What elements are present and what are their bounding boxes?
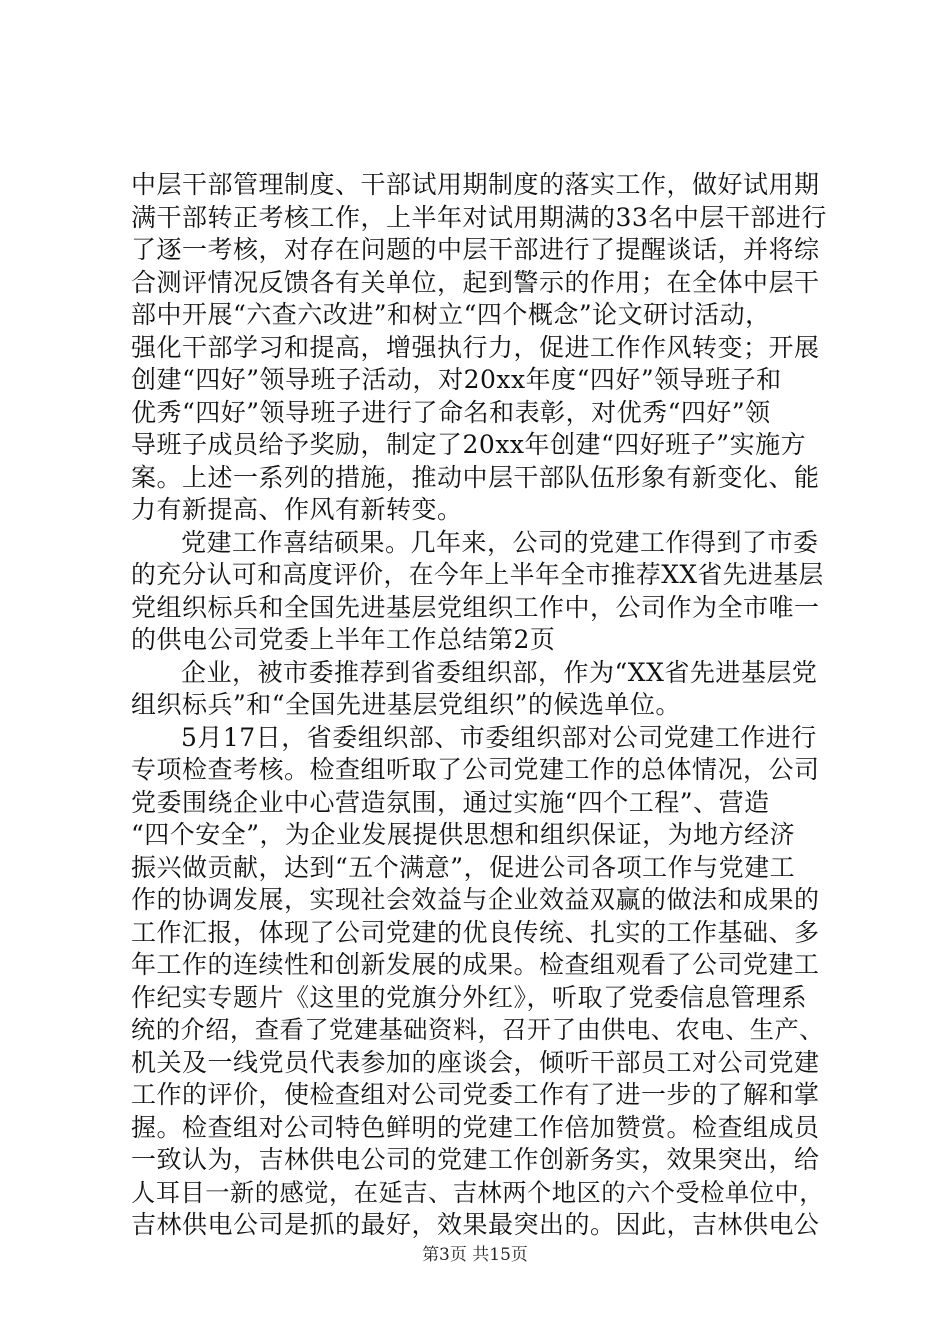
text-line: 部中开展“六查六改进”和树立“四个概念”论文研讨活动， bbox=[131, 300, 771, 329]
text-line: 吉林供电公司是抓的最好，效果最突出的。因此，吉林供电公 bbox=[131, 1210, 820, 1239]
text-line: 振兴做贡献，达到“五个满意”，促进公司各项工作与党建工 bbox=[131, 852, 796, 882]
text-line: 了逐一考核，对存在问题的中层干部进行了提醒谈话，并将综 bbox=[131, 235, 820, 264]
text-line: 作纪实专题片《这里的党旗分外红》，听取了党委信息管理系 bbox=[131, 982, 808, 1012]
text-line: 力有新提高、作风有新转变。 bbox=[131, 495, 463, 524]
text-line: 的充分认可和高度评价，在今年上半年全市推荐XX省先进基层 bbox=[131, 560, 824, 589]
text-line: 强化干部学习和提高，增强执行力，促进工作作风转变；开展 bbox=[131, 332, 820, 362]
text-line: 年工作的连续性和创新发展的成果。检查组观看了公司党建工 bbox=[131, 950, 820, 979]
text-line: 创建“四好”领导班子活动，对20xx年度“四好”领导班子和 bbox=[131, 365, 782, 394]
text-line: 一致认为，吉林供电公司的党建工作创新务实，效果突出，给 bbox=[131, 1145, 820, 1174]
text-line: 机关及一线党员代表参加的座谈会，倾听干部员工对公司党建 bbox=[131, 1047, 820, 1077]
text-line: 案。上述一系列的措施，推动中层干部队伍形象有新变化、能 bbox=[131, 462, 820, 492]
text-line: 工作汇报，体现了公司党建的优良传统、扎实的工作基础、多 bbox=[131, 917, 820, 947]
text-line: 导班子成员给予奖励，制定了20xx年创建“四好班子”实施方 bbox=[131, 430, 807, 459]
text-line: 5月17日，省委组织部、市委组织部对公司党建工作进行 bbox=[181, 722, 817, 752]
text-line: 企业，被市委推荐到省委组织部，作为“XX省先进基层党 bbox=[181, 657, 818, 687]
page-footer: 第3页 共15页 bbox=[422, 1245, 528, 1265]
text-line: 党建工作喜结硕果。几年来，公司的党建工作得到了市委 bbox=[181, 527, 819, 557]
body-text bbox=[131, 169, 827, 1242]
text-line: 党委围绕企业中心营造氛围，通过实施“四个工程”、营造 bbox=[131, 787, 770, 817]
text-line: “四个安全”，为企业发展提供思想和组织保证，为地方经济 bbox=[131, 820, 796, 849]
text-line: 优秀“四好”领导班子进行了命名和表彰，对优秀“四好”领 bbox=[131, 397, 771, 427]
text-line: 党组织标兵和全国先进基层党组织工作中，公司作为全市唯一 bbox=[131, 592, 820, 622]
text-line: 组织标兵”和“全国先进基层党组织”的候选单位。 bbox=[131, 690, 681, 719]
text-line: 握。检查组对公司特色鲜明的党建工作倍加赞赏。检查组成员 bbox=[131, 1112, 820, 1142]
text-line: 中层干部管理制度、干部试用期制度的落实工作，做好试用期 bbox=[131, 170, 820, 199]
text-line: 合测评情况反馈各有关单位，起到警示的作用；在全体中层干 bbox=[131, 267, 820, 297]
text-line: 满干部转正考核工作，上半年对试用期满的33名中层干部进行 bbox=[131, 202, 827, 232]
text-line: 人耳目一新的感觉，在延吉、吉林两个地区的六个受检单位中， bbox=[131, 1177, 825, 1207]
text-line: 的供电公司党委上半年工作总结第2页 bbox=[131, 625, 556, 654]
text-line: 统的介绍，查看了党建基础资料，召开了由供电、农电、生产、 bbox=[131, 1015, 825, 1044]
text-line: 专项检查考核。检查组听取了公司党建工作的总体情况，公司 bbox=[131, 755, 820, 784]
text-line: 作的协调发展，实现社会效益与企业效益双赢的做法和成果的 bbox=[131, 885, 820, 914]
text-line: 工作的评价，使检查组对公司党委工作有了进一步的了解和掌 bbox=[131, 1080, 820, 1109]
